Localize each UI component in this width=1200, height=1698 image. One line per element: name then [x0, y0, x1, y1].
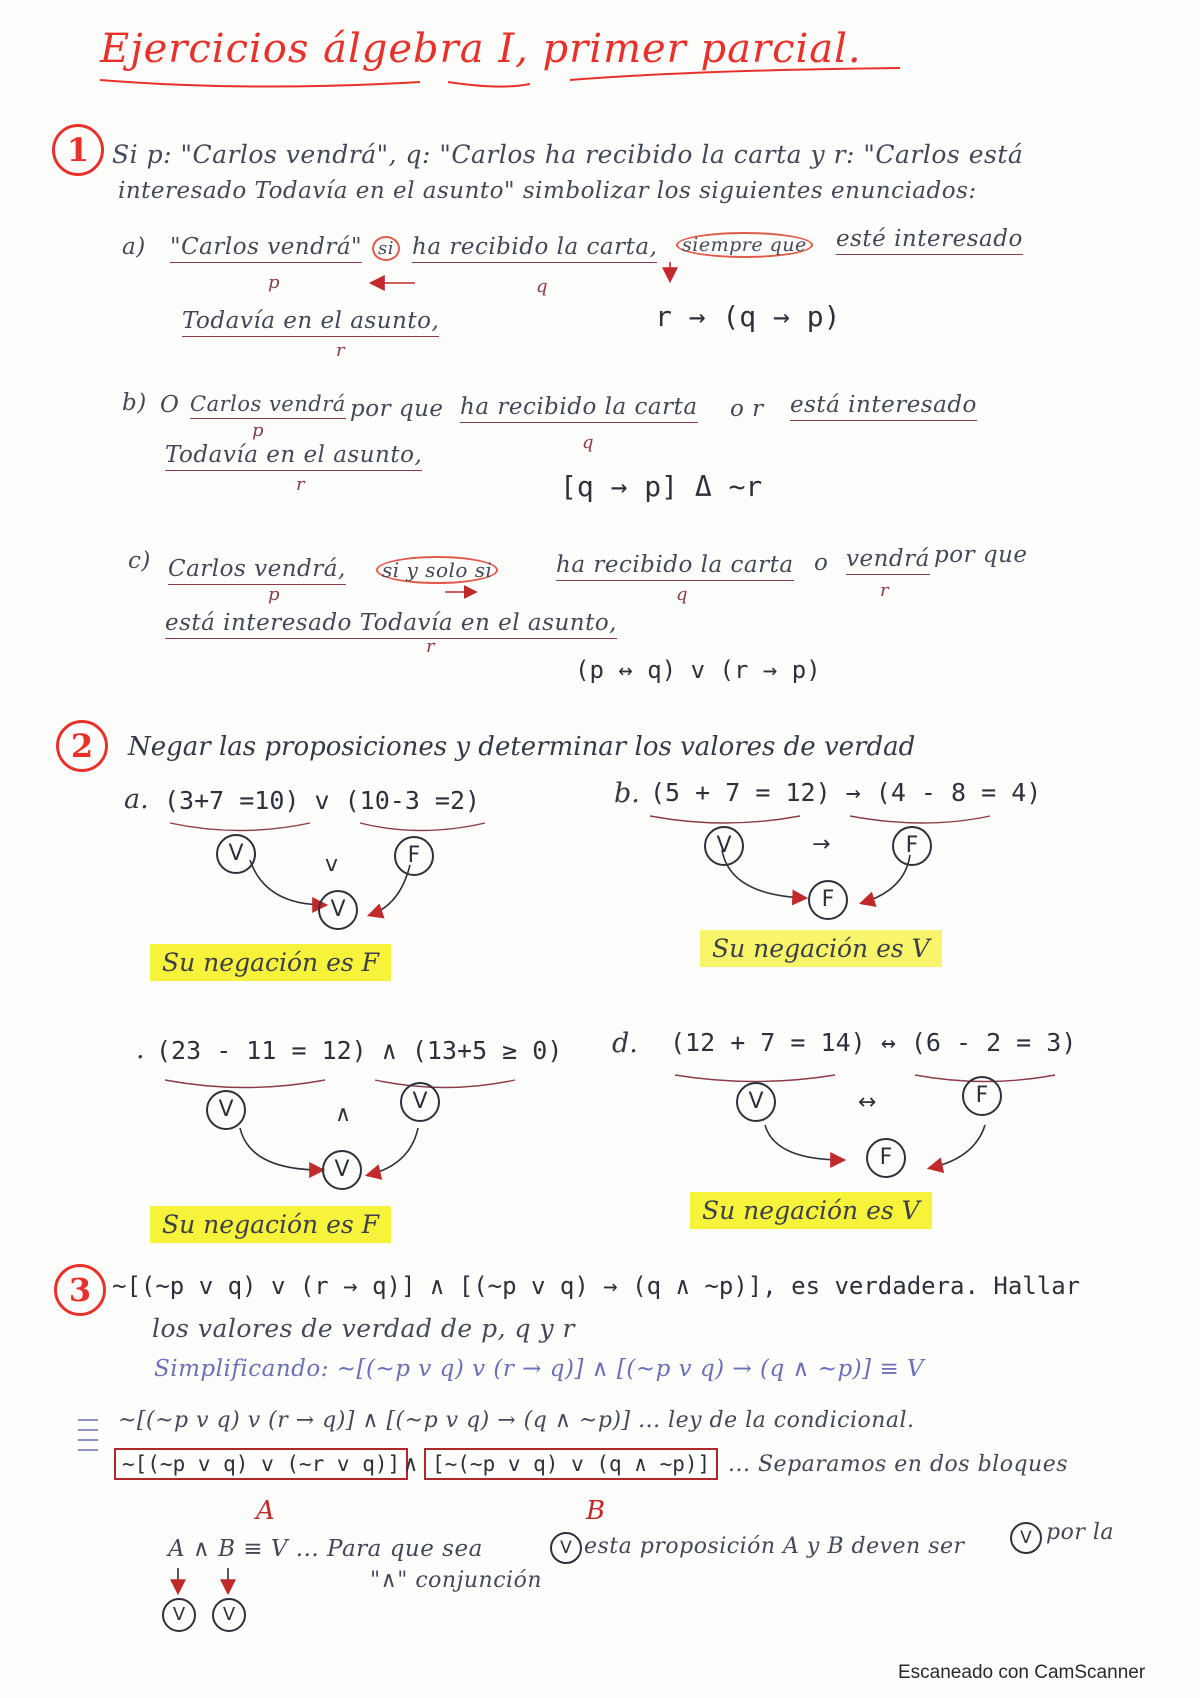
exercise-3-number: 3	[54, 1264, 106, 1316]
ex3-label-a: A	[256, 1496, 276, 1526]
ex1c-var-p: p	[268, 584, 280, 605]
ex2c-left-value: V	[206, 1090, 246, 1130]
ex2c-negation: Su negación es F	[150, 1206, 391, 1243]
ex3-conclusion-end: por la	[1046, 1520, 1114, 1545]
ex1c-o: o	[814, 550, 829, 576]
ex1c-text3: vendrá	[846, 546, 930, 575]
ex1a-formula: r → (q → p)	[655, 300, 841, 333]
ex2c-operator: ∧	[335, 1102, 352, 1127]
ex1a-text4: Todavía en el asunto,	[182, 308, 439, 337]
ex1c-var-r2: r	[426, 636, 435, 657]
ex1c-var-r1: r	[880, 580, 889, 601]
ex1b-o-r: o r	[730, 396, 764, 422]
ex2b-expression: (5 + 7 = 12) → (4 - 8 = 4)	[650, 778, 1042, 807]
ex3-label-b: B	[586, 1496, 606, 1526]
ex3-conjunction-note: "∧" conjunción	[370, 1568, 542, 1593]
ex2a-right-value: F	[394, 836, 434, 876]
ex2a-operator: v	[325, 852, 339, 877]
ex1-intro-line2: interesado Todavía en el asunto" simbolizar los siguientes enunciados:	[118, 178, 977, 204]
ex1a-text1: "Carlos vendrá"	[170, 234, 362, 263]
ex1a-text3: esté interesado	[836, 226, 1023, 255]
ex3-statement: ~[(~p v q) v (r → q)] ∧ [(~p v q) → (q ∧ ~p)], es verdadera. Hallar	[112, 1272, 1081, 1300]
ex2b-left-value: V	[704, 826, 744, 866]
ex1c-label: c)	[128, 548, 151, 574]
ex1a-var-p: p	[268, 272, 280, 293]
ex2c-label: .	[136, 1034, 145, 1065]
ex2d-expression: (12 + 7 = 14) ↔ (6 - 2 = 3)	[670, 1028, 1077, 1057]
ex1a-var-q: q	[536, 276, 548, 297]
ex3-and-operator: ∧	[404, 1452, 418, 1477]
ex2b-operator: →	[812, 832, 831, 857]
ex3-question: los valores de verdad de p, q y r	[152, 1314, 576, 1343]
ex2-intro: Negar las proposiciones y determinar los valores de verdad	[128, 732, 916, 762]
ex1b-o: O	[160, 392, 180, 418]
ex1b-text3: está interesado	[790, 392, 977, 421]
ex1-intro-line1: Si p: "Carlos vendrá", q: "Carlos ha recibido la carta y r: "Carlos está	[112, 140, 1024, 169]
ex1b-text2: ha recibido la carta	[460, 394, 698, 423]
ex1c-text4: está interesado Todavía en el asunto,	[165, 610, 617, 639]
ex2a-left-value: V	[216, 834, 256, 874]
ex1a-si-connector: si	[372, 236, 400, 261]
ex2b-negation: Su negación es V	[700, 930, 942, 967]
ex3-separate-note: ... Separamos en dos bloques	[728, 1452, 1069, 1477]
ex2a-expression: (3+7 =10) v (10-3 =2)	[164, 786, 481, 815]
ex1c-por-que: por que	[934, 542, 1028, 568]
ex2b-right-value: F	[892, 826, 932, 866]
ex1a-text2: ha recibido la carta,	[412, 234, 657, 263]
ex2d-left-value: V	[736, 1082, 776, 1122]
exercise-2-number: 2	[56, 720, 108, 772]
ex3-conclusion-line: A ∧ B ≡ V ... Para que sea	[168, 1536, 483, 1562]
ex1a-siempre-connector: siempre que	[676, 232, 813, 258]
ex2b-result-value: F	[808, 880, 848, 920]
ex1c-var-q: q	[676, 584, 688, 605]
ex3-simplify-line: Simplificando: ~[(~p v q) v (r → q)] ∧ [(~p v q) → (q ∧ ~p)] ≡ V	[154, 1356, 925, 1382]
ex2d-result-value: F	[866, 1138, 906, 1178]
ex1b-por-que: por que	[350, 396, 444, 422]
ex3-conditional-law-line: ~[(~p v q) v (r → q)] ∧ [(~p v q) → (q ∧ ~p)] ... ley de la condicional.	[118, 1408, 915, 1433]
ex3-true-circle-1: V	[550, 1532, 582, 1564]
ex3-block-a: ~[(~p v q) v (~r v q)]	[114, 1448, 408, 1480]
camscanner-watermark: Escaneado con CamScanner	[898, 1662, 1146, 1683]
page-title: Ejercicios álgebra I, primer parcial.	[100, 26, 862, 72]
ex1c-formula: (p ↔ q) v (r → p)	[575, 656, 821, 684]
ex1c-sys-connector: si y solo si	[376, 556, 498, 584]
ex1b-formula: [q → p] Δ ~r	[560, 470, 763, 503]
ex1b-text1: Carlos vendrá	[190, 392, 346, 419]
ex1a-var-r: r	[336, 340, 345, 361]
ex2d-negation: Su negación es V	[690, 1192, 932, 1229]
ex1b-var-p: p	[252, 420, 264, 441]
ex3-result-b: V	[212, 1598, 246, 1632]
ex1b-var-q: q	[582, 432, 594, 453]
ex2c-right-value: V	[400, 1082, 440, 1122]
exercise-1-number: 1	[52, 124, 104, 176]
ex2a-result-value: V	[318, 890, 358, 930]
ex1c-text2: ha recibido la carta	[556, 552, 794, 581]
ex2a-negation: Su negación es F	[150, 944, 391, 981]
ex2d-label: d.	[612, 1028, 638, 1059]
ex2d-operator: ↔	[858, 1090, 877, 1115]
ex2c-result-value: V	[322, 1150, 362, 1190]
ex2b-label: b.	[614, 778, 640, 809]
ex1b-var-r: r	[296, 474, 305, 495]
ex2a-label: a.	[124, 784, 149, 815]
ex3-result-a: V	[162, 1598, 196, 1632]
ex1c-text1: Carlos vendrá,	[168, 556, 346, 585]
ex3-block-b: [~(~p v q) v (q ∧ ~p)]	[424, 1448, 718, 1480]
ex1a-label: a)	[122, 234, 146, 260]
ex2d-right-value: F	[962, 1076, 1002, 1116]
ex1b-label: b)	[122, 390, 147, 416]
ex3-true-circle-2: V	[1010, 1522, 1042, 1554]
ex2c-expression: (23 - 11 = 12) ∧ (13+5 ≥ 0)	[156, 1036, 563, 1065]
ex3-conclusion-middle: esta proposición A y B deven ser	[584, 1534, 965, 1559]
ex1b-text4: Todavía en el asunto,	[165, 442, 422, 471]
